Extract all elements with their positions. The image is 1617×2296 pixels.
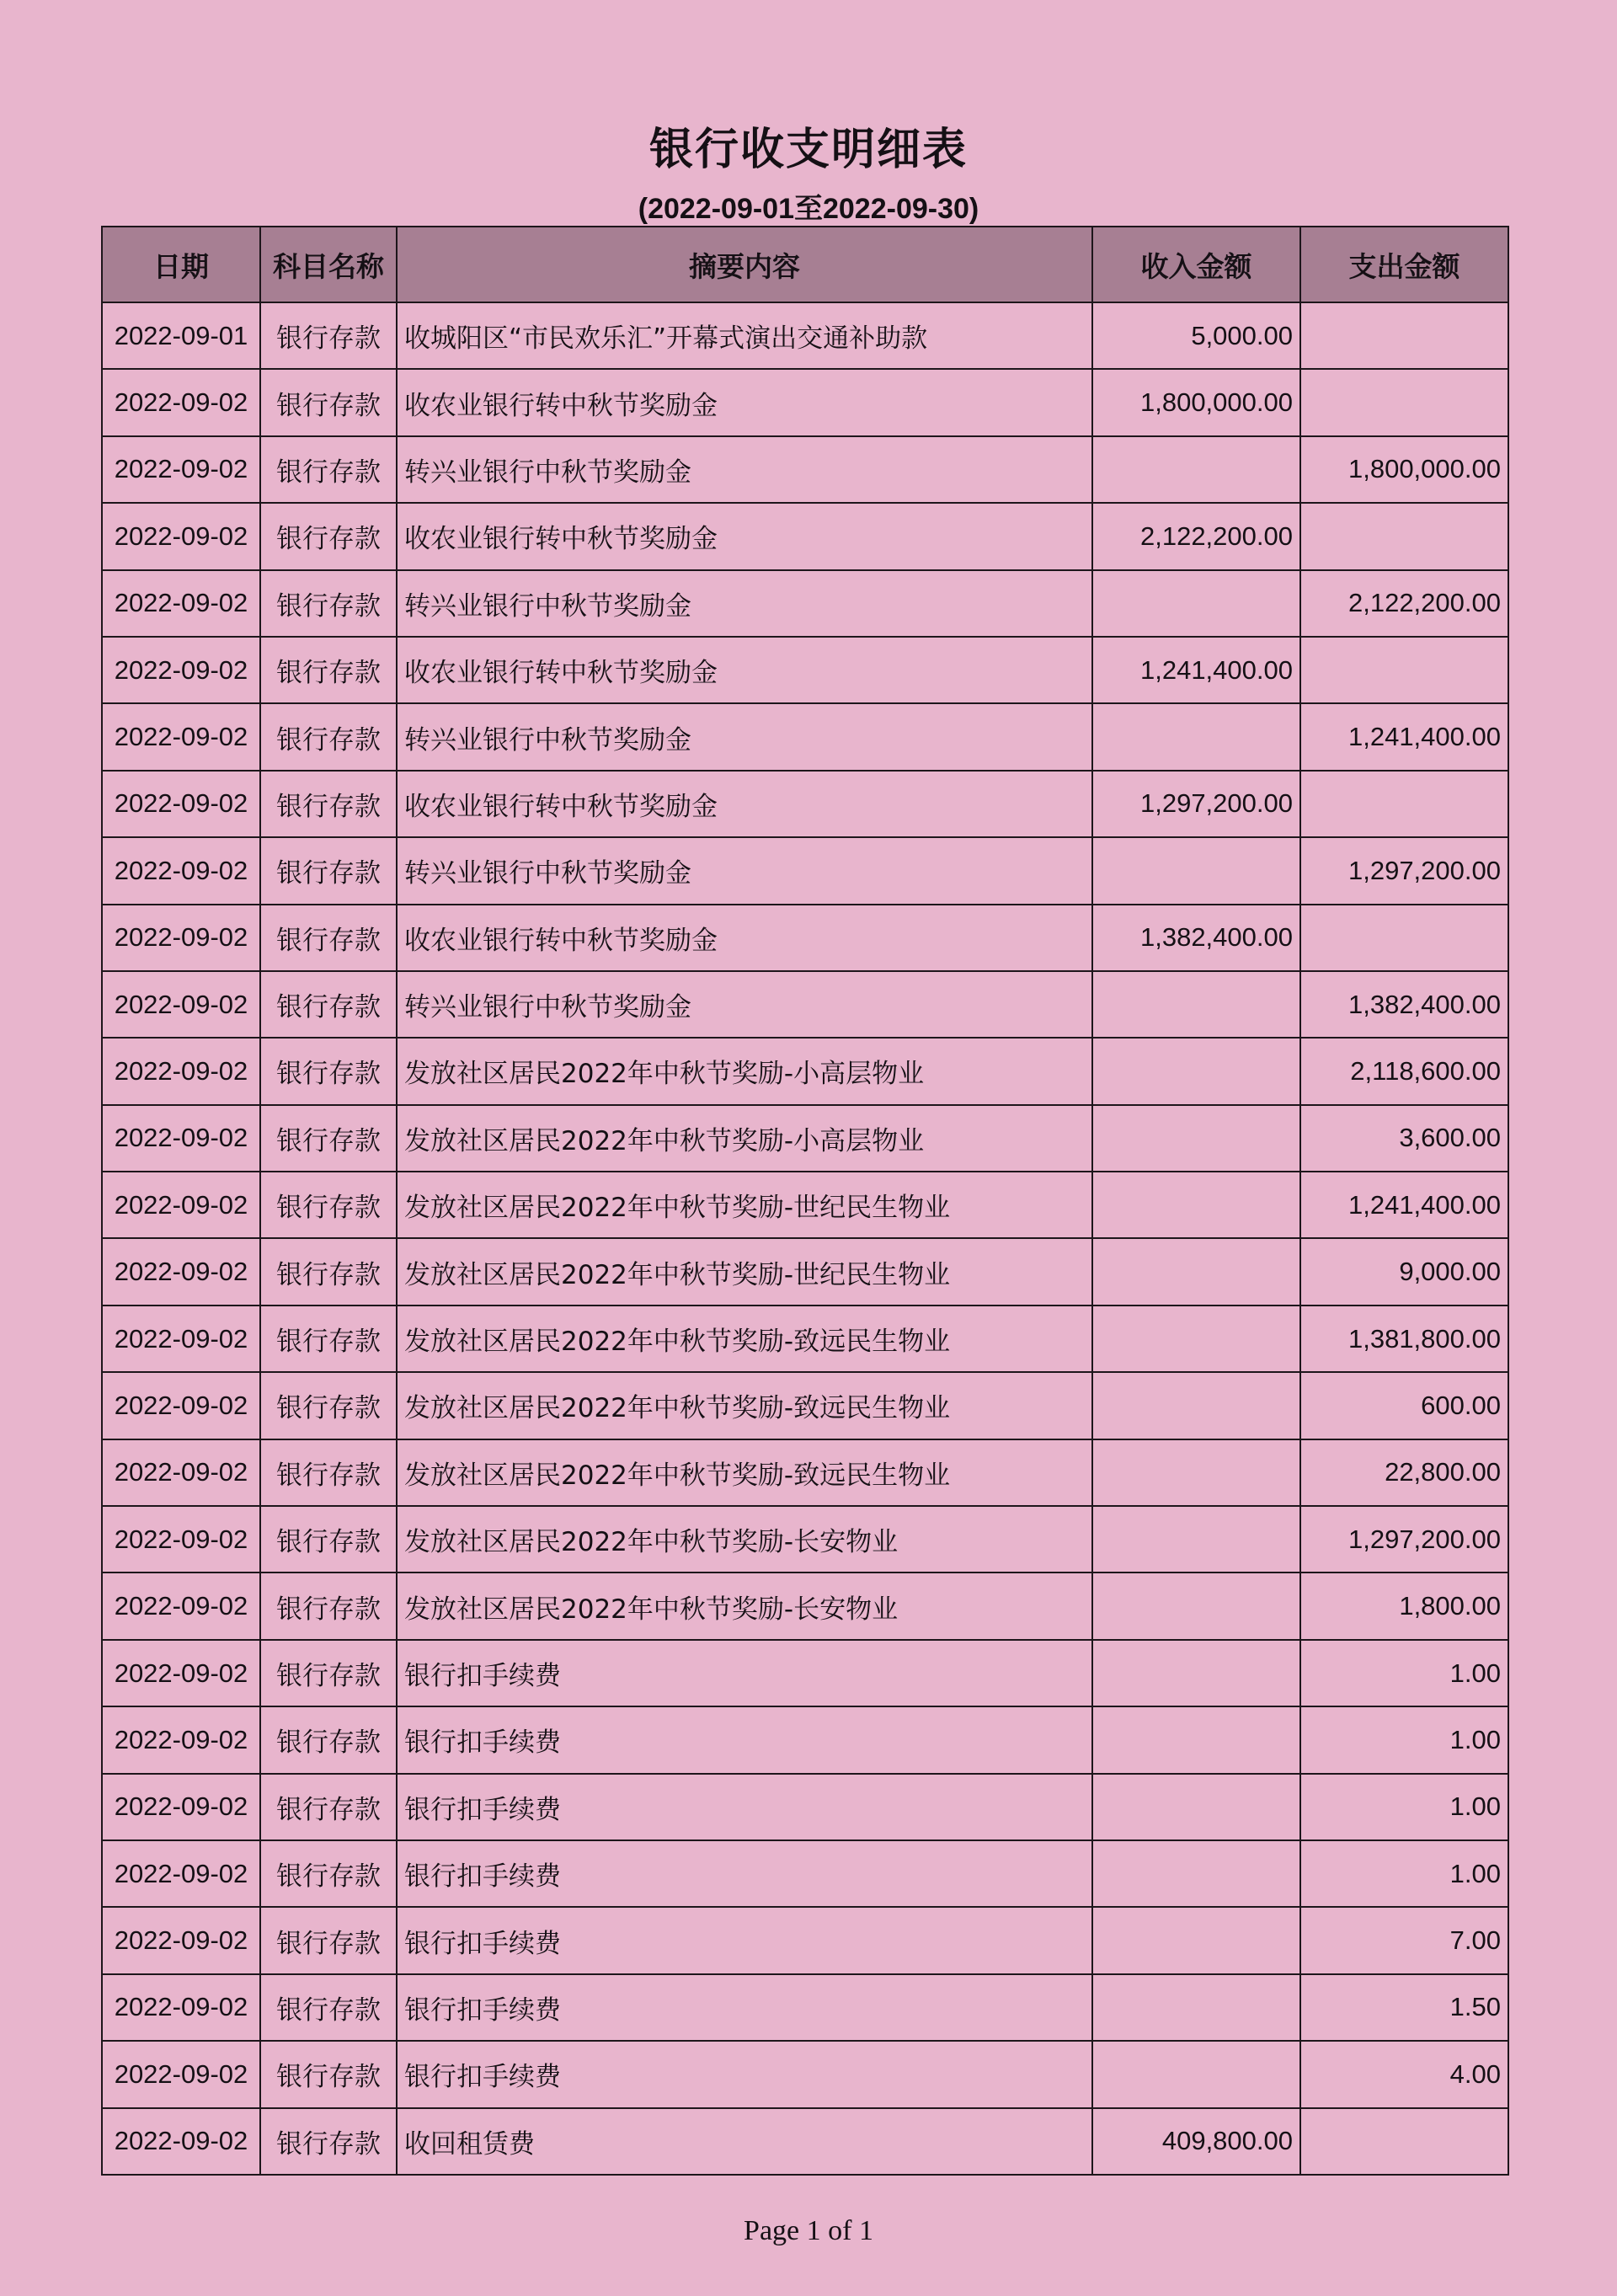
cell-summary: 发放社区居民2022年中秋节奖励-致远民生物业 [397,1372,1092,1439]
cell-subject: 银行存款 [260,369,397,435]
cell-income [1092,1840,1300,1907]
cell-summary: 发放社区居民2022年中秋节奖励-长安物业 [397,1572,1092,1639]
table-row [102,1172,1508,1238]
cell-income [1092,570,1300,637]
table-row [102,837,1508,904]
cell-date: 2022-09-02 [102,1372,260,1439]
cell-subject: 银行存款 [260,1105,397,1172]
page-footer: Page 1 of 1 [744,2215,873,2246]
cell-subject: 银行存款 [260,837,397,904]
header-row [102,227,1508,302]
cell-subject: 银行存款 [260,1172,397,1238]
cell-subject: 银行存款 [260,2041,397,2107]
cell-income: 2,122,200.00 [1092,503,1300,569]
cell-expense: 7.00 [1300,1907,1508,1973]
cell-income [1092,1706,1300,1773]
cell-date: 2022-09-02 [102,1774,260,1840]
cell-subject: 银行存款 [260,436,397,503]
table-row [102,1774,1508,1840]
cell-subject: 银行存款 [260,1974,397,2041]
header-date: 日期 [102,227,260,302]
cell-date: 2022-09-02 [102,1038,260,1104]
cell-summary: 银行扣手续费 [397,1640,1092,1706]
table-row [102,1572,1508,1639]
cell-date: 2022-09-02 [102,570,260,637]
cell-income [1092,703,1300,770]
cell-subject: 银行存款 [260,503,397,569]
cell-expense: 9,000.00 [1300,1238,1508,1305]
table-row [102,1105,1508,1172]
cell-expense: 1,382,400.00 [1300,971,1508,1038]
cell-date: 2022-09-02 [102,1572,260,1639]
cell-income: 1,297,200.00 [1092,771,1300,837]
cell-expense: 1,800.00 [1300,1572,1508,1639]
cell-income [1092,1105,1300,1172]
cell-income [1092,1572,1300,1639]
cell-summary: 发放社区居民2022年中秋节奖励-致远民生物业 [397,1306,1092,1372]
cell-date: 2022-09-02 [102,1238,260,1305]
cell-expense [1300,637,1508,703]
cell-date: 2022-09-02 [102,1640,260,1706]
cell-subject: 银行存款 [260,971,397,1038]
cell-summary: 发放社区居民2022年中秋节奖励-世纪民生物业 [397,1238,1092,1305]
cell-expense: 1.50 [1300,1974,1508,2041]
table-row [102,1840,1508,1907]
cell-expense [1300,503,1508,569]
table-row [102,2041,1508,2107]
header-expense: 支出金额 [1300,227,1508,302]
cell-date: 2022-09-02 [102,503,260,569]
cell-income: 5,000.00 [1092,302,1300,369]
table-row [102,1306,1508,1372]
cell-income [1092,1506,1300,1572]
cell-summary: 银行扣手续费 [397,1774,1092,1840]
cell-date: 2022-09-02 [102,771,260,837]
cell-date: 2022-09-02 [102,971,260,1038]
cell-expense: 1,241,400.00 [1300,703,1508,770]
cell-expense: 2,118,600.00 [1300,1038,1508,1104]
cell-subject: 银行存款 [260,1038,397,1104]
cell-summary: 转兴业银行中秋节奖励金 [397,703,1092,770]
cell-subject: 银行存款 [260,1840,397,1907]
cell-income [1092,2041,1300,2107]
cell-expense [1300,905,1508,971]
cell-date: 2022-09-02 [102,1439,260,1506]
cell-subject: 银行存款 [260,1774,397,1840]
cell-income [1092,1238,1300,1305]
table-row [102,771,1508,837]
cell-summary: 发放社区居民2022年中秋节奖励-小高层物业 [397,1105,1092,1172]
cell-subject: 银行存款 [260,1706,397,1773]
cell-date: 2022-09-02 [102,2108,260,2175]
cell-summary: 发放社区居民2022年中秋节奖励-致远民生物业 [397,1439,1092,1506]
cell-subject: 银行存款 [260,1907,397,1973]
cell-subject: 银行存款 [260,1572,397,1639]
header-summary: 摘要内容 [397,227,1092,302]
table-row [102,637,1508,703]
ledger-table [101,226,1509,2176]
table-row [102,1640,1508,1706]
cell-summary: 收回租赁费 [397,2108,1092,2175]
header-subject: 科目名称 [260,227,397,302]
cell-income [1092,1974,1300,2041]
cell-summary: 收农业银行转中秋节奖励金 [397,637,1092,703]
cell-summary: 银行扣手续费 [397,1706,1092,1773]
cell-date: 2022-09-02 [102,1306,260,1372]
cell-summary: 收农业银行转中秋节奖励金 [397,905,1092,971]
cell-income [1092,971,1300,1038]
cell-subject: 银行存款 [260,703,397,770]
table-header [102,227,1508,302]
cell-subject: 银行存款 [260,1372,397,1439]
cell-expense [1300,2108,1508,2175]
cell-summary: 转兴业银行中秋节奖励金 [397,570,1092,637]
cell-summary: 收城阳区“市民欢乐汇”开幕式演出交通补助款 [397,302,1092,369]
cell-income [1092,1372,1300,1439]
table-row [102,1038,1508,1104]
cell-date: 2022-09-02 [102,1506,260,1572]
cell-date: 2022-09-02 [102,837,260,904]
cell-date: 2022-09-01 [102,302,260,369]
table-body [102,302,1508,2175]
cell-expense: 1,800,000.00 [1300,436,1508,503]
cell-subject: 银行存款 [260,1439,397,1506]
cell-date: 2022-09-02 [102,1907,260,1973]
table-row [102,1506,1508,1572]
cell-summary: 转兴业银行中秋节奖励金 [397,837,1092,904]
table-row [102,503,1508,569]
cell-date: 2022-09-02 [102,1840,260,1907]
date-range-subtitle: (2022-09-01至2022-09-30) [638,193,979,225]
table-row [102,971,1508,1038]
cell-expense: 1.00 [1300,1706,1508,1773]
cell-date: 2022-09-02 [102,1172,260,1238]
cell-summary: 银行扣手续费 [397,2041,1092,2107]
cell-summary: 银行扣手续费 [397,1840,1092,1907]
cell-expense: 1,241,400.00 [1300,1172,1508,1238]
cell-income: 409,800.00 [1092,2108,1300,2175]
cell-expense: 1,297,200.00 [1300,1506,1508,1572]
cell-summary: 收农业银行转中秋节奖励金 [397,771,1092,837]
cell-subject: 银行存款 [260,1640,397,1706]
cell-subject: 银行存款 [260,1238,397,1305]
cell-income [1092,1640,1300,1706]
cell-subject: 银行存款 [260,302,397,369]
table-row [102,369,1508,435]
table-row [102,570,1508,637]
cell-income [1092,1774,1300,1840]
cell-summary: 转兴业银行中秋节奖励金 [397,971,1092,1038]
cell-expense [1300,369,1508,435]
cell-income [1092,1907,1300,1973]
cell-expense: 3,600.00 [1300,1105,1508,1172]
cell-income [1092,436,1300,503]
cell-subject: 银行存款 [260,905,397,971]
cell-expense [1300,302,1508,369]
table-row [102,436,1508,503]
table-row [102,2108,1508,2175]
cell-summary: 发放社区居民2022年中秋节奖励-世纪民生物业 [397,1172,1092,1238]
table-row [102,1974,1508,2041]
cell-income: 1,241,400.00 [1092,637,1300,703]
cell-subject: 银行存款 [260,637,397,703]
cell-date: 2022-09-02 [102,1974,260,2041]
cell-income [1092,1038,1300,1104]
cell-date: 2022-09-02 [102,369,260,435]
cell-expense: 2,122,200.00 [1300,570,1508,637]
cell-expense: 1,297,200.00 [1300,837,1508,904]
table-row [102,703,1508,770]
cell-summary: 发放社区居民2022年中秋节奖励-长安物业 [397,1506,1092,1572]
cell-expense [1300,771,1508,837]
cell-expense: 1.00 [1300,1640,1508,1706]
cell-summary: 银行扣手续费 [397,1907,1092,1973]
cell-date: 2022-09-02 [102,436,260,503]
table-row [102,1439,1508,1506]
cell-date: 2022-09-02 [102,2041,260,2107]
cell-subject: 银行存款 [260,570,397,637]
cell-subject: 银行存款 [260,1506,397,1572]
table-row [102,1907,1508,1973]
cell-date: 2022-09-02 [102,905,260,971]
cell-subject: 银行存款 [260,771,397,837]
cell-income [1092,1306,1300,1372]
cell-expense: 1,381,800.00 [1300,1306,1508,1372]
cell-summary: 收农业银行转中秋节奖励金 [397,369,1092,435]
cell-date: 2022-09-02 [102,1706,260,1773]
cell-income: 1,800,000.00 [1092,369,1300,435]
cell-income [1092,1439,1300,1506]
cell-expense: 22,800.00 [1300,1439,1508,1506]
table-row [102,1372,1508,1439]
table-row [102,905,1508,971]
cell-income [1092,1172,1300,1238]
cell-subject: 银行存款 [260,1306,397,1372]
cell-summary: 收农业银行转中秋节奖励金 [397,503,1092,569]
table-row [102,1238,1508,1305]
cell-summary: 发放社区居民2022年中秋节奖励-小高层物业 [397,1038,1092,1104]
header-income: 收入金额 [1092,227,1300,302]
cell-income [1092,837,1300,904]
cell-expense: 1.00 [1300,1840,1508,1907]
table-row [102,1706,1508,1773]
page-title: 银行收支明细表 [648,125,968,175]
cell-expense: 600.00 [1300,1372,1508,1439]
cell-income: 1,382,400.00 [1092,905,1300,971]
cell-expense: 1.00 [1300,1774,1508,1840]
cell-summary: 银行扣手续费 [397,1974,1092,2041]
cell-date: 2022-09-02 [102,703,260,770]
cell-date: 2022-09-02 [102,637,260,703]
cell-date: 2022-09-02 [102,1105,260,1172]
cell-expense: 4.00 [1300,2041,1508,2107]
table-row [102,302,1508,369]
cell-summary: 转兴业银行中秋节奖励金 [397,436,1092,503]
cell-subject: 银行存款 [260,2108,397,2175]
